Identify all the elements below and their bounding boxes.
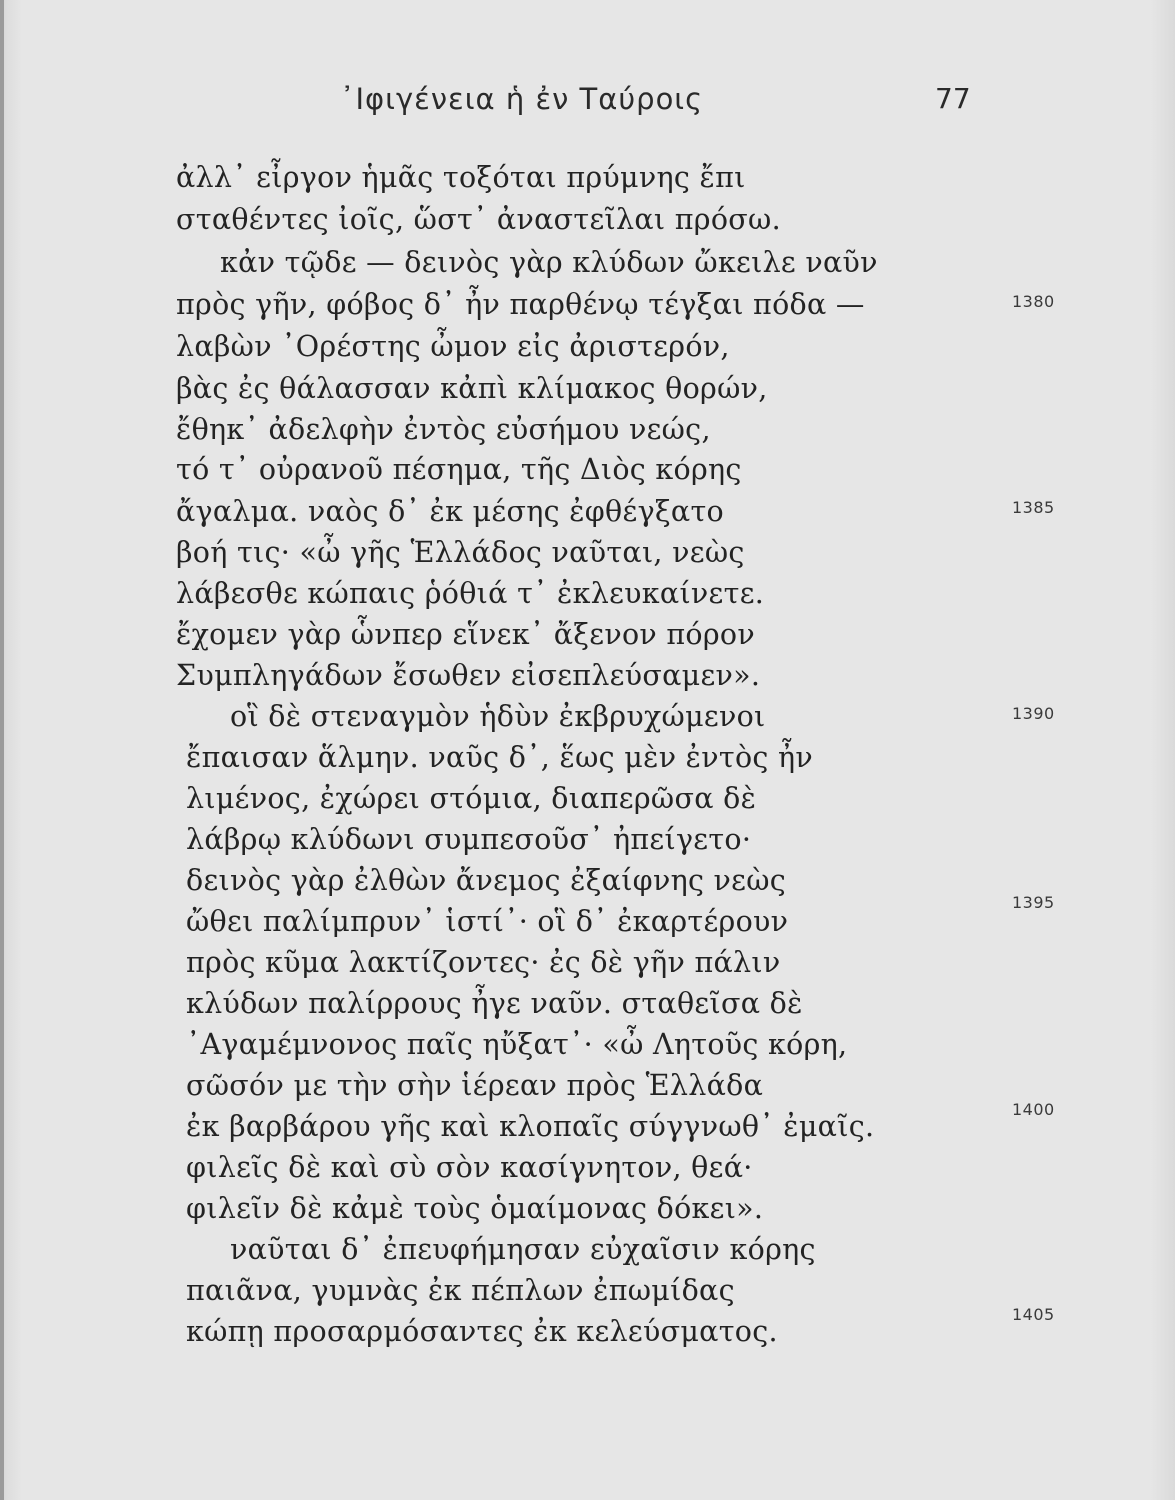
verse-line: ἐκ βαρβάρου γῆς καὶ κλοπαῖς σύγγνωθ᾿ ἐμαῖς. xyxy=(186,1110,875,1143)
line-number: 1395 xyxy=(1012,893,1055,912)
line-number: 1405 xyxy=(1012,1305,1055,1324)
verse-line: ἔχομεν γὰρ ὧνπερ εἵνεκ᾿ ἄξενον πόρον xyxy=(176,618,756,651)
verse-line: φιλεῖς δὲ καὶ σὺ σὸν κασίγνητον, θεά· xyxy=(186,1151,753,1184)
verse-line: ἔθηκ᾿ ἀδελφὴν ἐντὸς εὐσήμου νεώς, xyxy=(176,413,711,446)
page-number: 77 xyxy=(935,82,971,115)
line-number: 1400 xyxy=(1012,1100,1055,1119)
verse-line: λάβρῳ κλύδωνι συμπεσοῦσ᾿ ἠπείγετο· xyxy=(186,823,752,856)
verse-line: ἔπαισαν ἅλμην. ναῦς δ᾿, ἕως μὲν ἐντὸς ἦν xyxy=(186,741,814,774)
verse-line: ᾿Αγαμέμνονος παῖς ηὔξατ᾿· «ὦ Λητοῦς κόρη, xyxy=(186,1028,848,1061)
verse-line: ναῦται δ᾿ ἐπευφήμησαν εὐχαῖσιν κόρης xyxy=(230,1233,816,1266)
verse-line: ἄγαλμα. ναὸς δ᾿ ἐκ μέσης ἐφθέγξατο xyxy=(176,495,724,528)
verse-line: λαβὼν ᾿Ορέστης ὦμον εἰς ἀριστερόν, xyxy=(176,330,730,363)
verse-line: ὤθει παλίμπρυν᾿ ἱστί᾿· οἳ δ᾿ ἐκαρτέρουν xyxy=(186,905,789,938)
verse-line: παιᾶνα, γυμνὰς ἐκ πέπλων ἐπωμίδας xyxy=(186,1274,735,1307)
verse-line: δεινὸς γὰρ ἐλθὼν ἄνεμος ἐξαίφνης νεὼς xyxy=(186,864,787,897)
verse-line: λάβεσθε κώπαις ῥόθιά τ᾿ ἐκλευκαίνετε. xyxy=(176,577,765,610)
verse-line: τό τ᾿ οὐρανοῦ πέσημα, τῆς Διὸς κόρης xyxy=(176,453,742,486)
verse-line: βοή τις· «ὦ γῆς Ἑλλάδος ναῦται, νεὼς xyxy=(176,536,745,569)
verse-line: βὰς ἐς θάλασσαν κἀπὶ κλίμακος θορών, xyxy=(176,372,768,405)
line-number: 1390 xyxy=(1012,704,1055,723)
verse-line: πρὸς κῦμα λακτίζοντες· ἐς δὲ γῆν πάλιν xyxy=(186,946,781,979)
verse-line: σταθέντες ἰοῖς, ὥστ᾿ ἀναστεῖλαι πρόσω. xyxy=(176,203,781,236)
verse-line: σῶσόν με τὴν σὴν ἱέρεαν πρὸς Ἑλλάδα xyxy=(186,1069,764,1102)
verse-line: οἳ δὲ στεναγμὸν ἡδὺν ἐκβρυχώμενοι xyxy=(230,700,766,733)
verse-line: λιμένος, ἐχώρει στόμια, διαπερῶσα δὲ xyxy=(186,782,757,815)
verse-line: ἀλλ᾿ εἶργον ἡμᾶς τοξόται πρύμνης ἔπι xyxy=(176,161,746,194)
verse-line: Συμπληγάδων ἔσωθεν εἰσεπλεύσαμεν». xyxy=(176,659,761,692)
line-number: 1385 xyxy=(1012,498,1055,517)
line-number: 1380 xyxy=(1012,292,1055,311)
verse-line: κλύδων παλίρρους ἦγε ναῦν. σταθεῖσα δὲ xyxy=(186,987,803,1020)
verse-line: κἀν τῷδε — δεινὸς γὰρ κλύδων ὤκειλε ναῦν xyxy=(220,246,878,279)
verse-line: κώπῃ προσαρμόσαντες ἐκ κελεύσματος. xyxy=(186,1315,778,1348)
page-spine-shadow xyxy=(0,0,4,1500)
running-title: ᾿Ιφιγένεια ἡ ἐν Ταύροις xyxy=(340,82,704,116)
verse-line: πρὸς γῆν, φόβος δ᾿ ἦν παρθένῳ τέγξαι πόδα — xyxy=(176,288,865,321)
verse-line: φιλεῖν δὲ κἀμὲ τοὺς ὁμαίμονας δόκει». xyxy=(186,1192,764,1225)
